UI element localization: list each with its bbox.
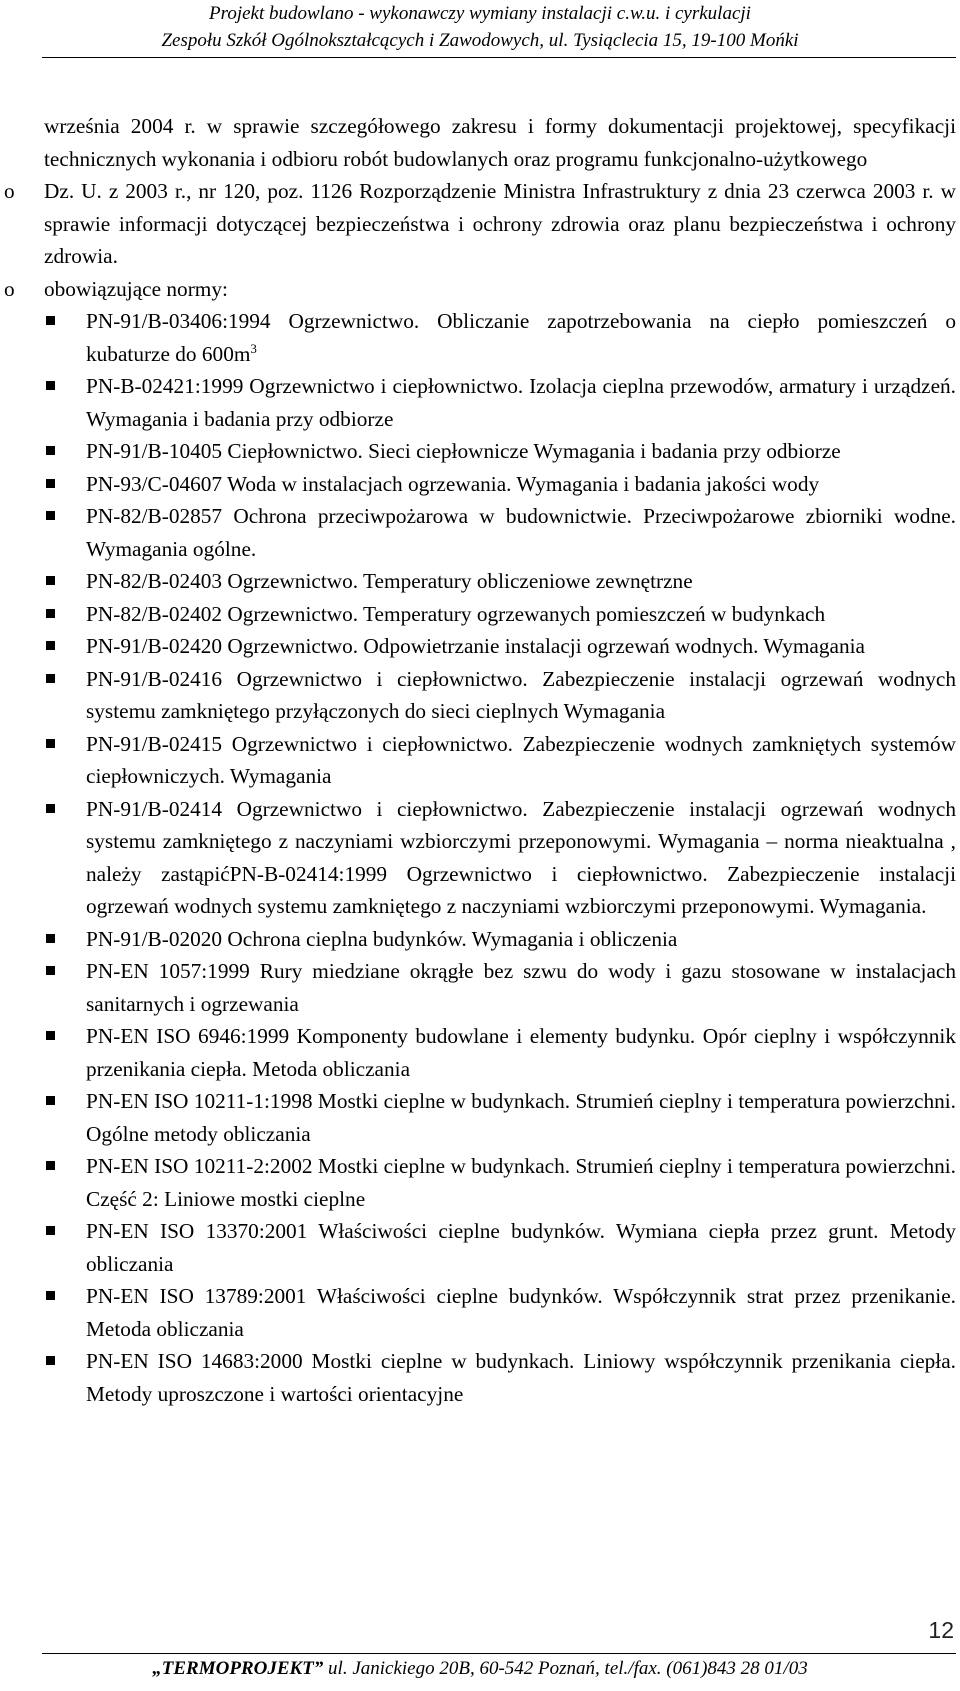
norm-item bbox=[44, 793, 956, 923]
norm-item bbox=[44, 663, 956, 728]
page-number: 12 bbox=[928, 1617, 954, 1643]
regulation-text: Dz. U. z 2003 r., nr 120, poz. 1126 Rozporządzenie Ministra Infrastruktury z dnia 23 czerwca 2003 r. w sprawie informacji dotyczącej bezpieczeństwa i ochrony zdrowia oraz planu bezpieczeństwa i ochrony zdrowia. bbox=[44, 179, 956, 268]
norm-item bbox=[44, 1085, 956, 1150]
norm-item bbox=[44, 468, 956, 501]
norm-item bbox=[44, 1150, 956, 1215]
document-body bbox=[4, 110, 956, 1410]
norm-item bbox=[44, 955, 956, 1020]
norm-text: PN-82/B-02402 Ogrzewnictwo. Temperatury ogrzewanych pomieszczeń w budynkach bbox=[86, 601, 826, 626]
footer-company: „TERMOPROJEKT” bbox=[152, 1658, 324, 1679]
square-bullet-icon bbox=[46, 609, 55, 618]
norm-text: PN-EN 1057:1999 Rury miedziane okrągłe bez szwu do wody i gazu stosowane w instalacjach sanitarnych i ogrzewania bbox=[86, 959, 956, 1016]
norm-item bbox=[44, 565, 956, 598]
square-bullet-icon bbox=[46, 1031, 55, 1040]
square-bullet-icon bbox=[46, 576, 55, 585]
norm-text: PN-91/B-02020 Ochrona cieplna budynków. Wymagania i obliczenia bbox=[86, 926, 678, 951]
norm-text: PN-91/B-03406:1994 Ogrzewnictwo. Obliczanie zapotrzebowania na ciepło pomieszczeń o kubaturze do 600m bbox=[86, 309, 956, 366]
norm-text: PN-EN ISO 10211-1:1998 Mostki cieplne w budynkach. Strumień cieplny i temperatura powierzchni. Ogólne metody obliczania bbox=[86, 1089, 956, 1146]
norms-heading: obowiązujące normy: bbox=[44, 276, 228, 301]
norm-text: PN-91/B-02414 Ogrzewnictwo i ciepłownictwo. Zabezpieczenie instalacji ogrzewań wodnych systemu zamkniętego z naczyniami wzbiorczymi przeponowymi. Wymagania – norma nieaktualna , należy zastąpićPN-B-02414:1999 Ogrzewnictwo i ciepłownictwo. Zabezpieczenie instalacji ogrzewań wodnych systemu zamkniętego z naczyniami wzbiorczymi przeponowymi. Wymagania. bbox=[86, 796, 956, 918]
norm-item bbox=[44, 435, 956, 468]
norm-item bbox=[44, 1345, 956, 1410]
square-bullet-icon bbox=[46, 1226, 55, 1235]
norm-text: PN-93/C-04607 Woda w instalacjach ogrzewania. Wymagania i badania jakości wody bbox=[86, 471, 820, 496]
norm-text: PN-EN ISO 6946:1999 Komponenty budowlane i elementy budynku. Opór cieplny i współczynnik przenikania ciepła. Metoda obliczania bbox=[86, 1024, 956, 1081]
norm-item bbox=[44, 630, 956, 663]
header-school-address: Zespołu Szkół Ogólnokształcących i Zawodowych, ul. Tysiąclecia 15, 19-100 Mońki bbox=[161, 30, 799, 51]
square-bullet-icon bbox=[46, 934, 55, 943]
norm-item bbox=[44, 1215, 956, 1280]
square-bullet-icon bbox=[46, 966, 55, 975]
norm-text: PN-91/B-02416 Ogrzewnictwo i ciepłownictwo. Zabezpieczenie instalacji ogrzewań wodnych systemu zamkniętego przyłączonych do sieci cieplnych Wymagania bbox=[86, 666, 956, 723]
norm-item bbox=[44, 598, 956, 631]
intro-paragraph: września 2004 r. w sprawie szczegółowego zakresu i formy dokumentacji projektowej, specyfikacji technicznych wykonania i odbioru robót budowlanych oraz programu funkcjonalno-użytkowego bbox=[44, 114, 956, 171]
square-bullet-icon bbox=[46, 641, 55, 650]
square-bullet-icon bbox=[46, 804, 55, 813]
page-footer bbox=[0, 1658, 960, 1680]
norms-container bbox=[44, 370, 956, 1410]
norm-text: PN-EN ISO 10211-2:2002 Mostki cieplne w budynkach. Strumień cieplny i temperatura powierzchni. Część 2: Liniowe mostki cieplne bbox=[86, 1154, 956, 1211]
square-bullet-icon bbox=[46, 1096, 55, 1105]
square-bullet-icon bbox=[46, 511, 55, 520]
footer-address: ul. Janickiego 20B, 60-542 Poznań, tel./fax. (061)843 28 01/03 bbox=[323, 1658, 808, 1679]
header-divider bbox=[42, 57, 956, 58]
norm-item bbox=[44, 370, 956, 435]
norm-item bbox=[44, 500, 956, 565]
list-item-norms-heading bbox=[4, 273, 956, 306]
circle-bullet-icon: o bbox=[4, 179, 15, 203]
norm-item bbox=[44, 305, 956, 370]
norms-list bbox=[44, 305, 956, 1410]
norm-text: PN-EN ISO 14683:2000 Mostki cieplne w budynkach. Liniowy współczynnik przenikania ciepła. Metody uproszczone i wartości orientacyjne bbox=[86, 1349, 956, 1406]
norm-text: PN-82/B-02403 Ogrzewnictwo. Temperatury obliczeniowe zewnętrzne bbox=[86, 569, 693, 593]
square-bullet-icon bbox=[46, 381, 55, 390]
footer-divider bbox=[42, 1653, 956, 1654]
square-bullet-icon bbox=[46, 674, 55, 683]
norm-item bbox=[44, 923, 956, 956]
square-bullet-icon bbox=[46, 1356, 55, 1365]
square-bullet-icon bbox=[46, 479, 55, 488]
norm-item bbox=[44, 728, 956, 793]
circle-bullet-icon: o bbox=[4, 276, 15, 301]
square-bullet-icon bbox=[46, 446, 55, 455]
square-bullet-icon bbox=[46, 316, 55, 325]
square-bullet-icon bbox=[46, 739, 55, 748]
list-item-regulation bbox=[4, 175, 956, 273]
norm-item bbox=[44, 1020, 956, 1085]
norm-text: PN-B-02421:1999 Ogrzewnictwo i ciepłownictwo. Izolacja cieplna przewodów, armatury i urządzeń. Wymagania i badania przy odbiorze bbox=[86, 374, 956, 431]
square-bullet-icon bbox=[46, 1291, 55, 1300]
norm-item bbox=[44, 1280, 956, 1345]
norm-text: PN-EN ISO 13789:2001 Właściwości cieplne budynków. Współczynnik strat przez przenikanie. Metoda obliczania bbox=[86, 1284, 956, 1341]
norm-text: PN-EN ISO 13370:2001 Właściwości cieplne budynków. Wymiana ciepła przez grunt. Metody obliczania bbox=[86, 1219, 956, 1276]
norm-text: PN-91/B-10405 Ciepłownictwo. Sieci ciepłownicze Wymagania i badania przy odbiorze bbox=[86, 439, 841, 463]
norm-text: PN-91/B-02415 Ogrzewnictwo i ciepłownictwo. Zabezpieczenie wodnych zamkniętych systemów ciepłowniczych. Wymagania bbox=[86, 731, 956, 788]
norm-text: PN-91/B-02420 Ogrzewnictwo. Odpowietrzanie instalacji ogrzewań wodnych. Wymagania bbox=[86, 634, 865, 658]
norm-text: PN-82/B-02857 Ochrona przeciwpożarowa w budownictwie. Przeciwpożarowe zbiorniki wodne. Wymagania ogólne. bbox=[86, 504, 956, 561]
square-bullet-icon bbox=[46, 1161, 55, 1170]
superscript-3: 3 bbox=[250, 340, 257, 356]
page-header bbox=[0, 0, 960, 54]
header-project-title: Projekt budowlano - wykonawczy wymiany instalacji c.w.u. i cyrkulacji bbox=[209, 3, 751, 24]
